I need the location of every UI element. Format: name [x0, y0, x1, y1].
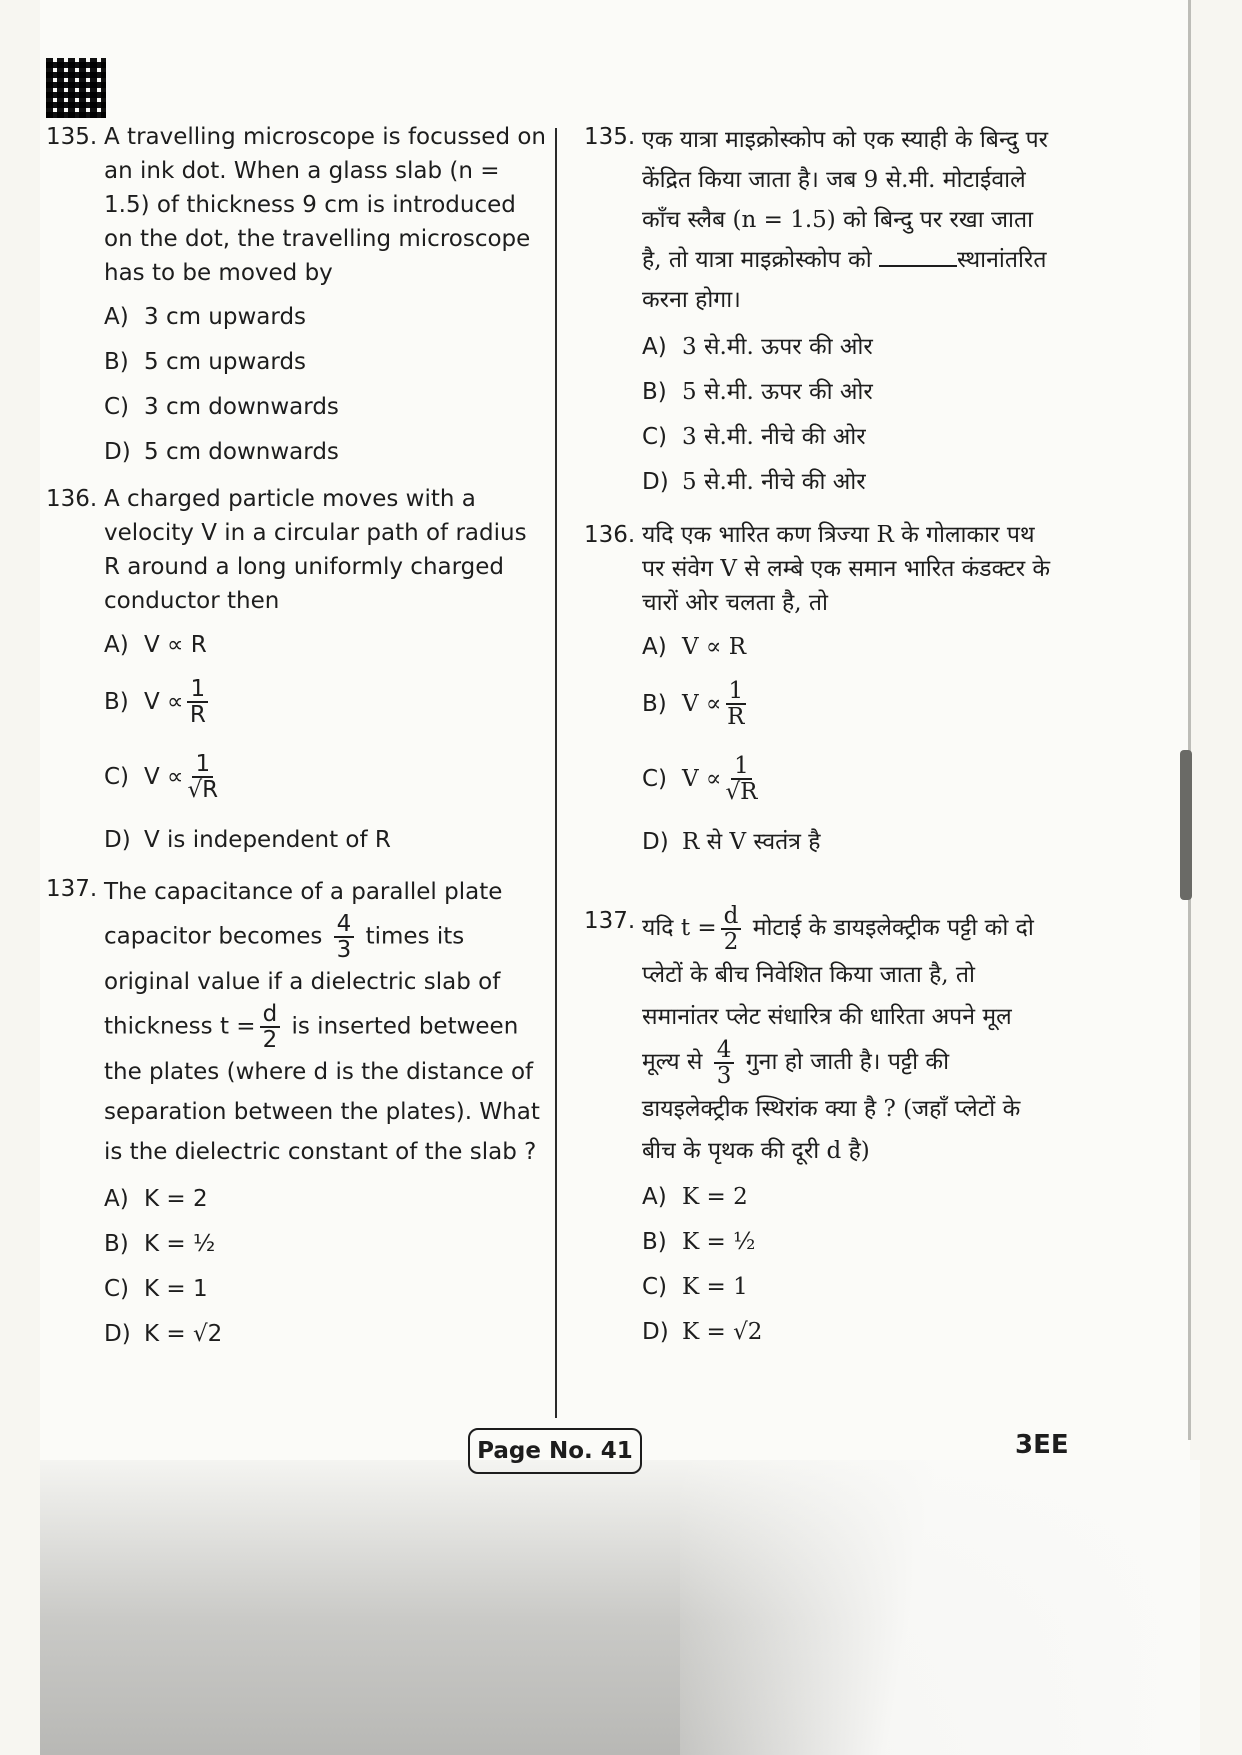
option-b: B) 5 cm upwards [104, 348, 307, 375]
option-c: C) 3 से.मी. नीचे की ओर [642, 423, 866, 450]
question-text: यदि एक भारित कण त्रिज्या R के गोलाकार पथ पर संवेग V से लम्बे एक समान भारित कंडक्टर के चारों ओर चलता है, तो [642, 522, 1051, 616]
option-a: A) 3 से.मी. ऊपर की ओर [642, 333, 873, 360]
option-d: D) V is independent of R [104, 826, 391, 853]
question-number: 135. [584, 124, 636, 150]
option-a: A) K = 2 [104, 1185, 208, 1212]
option-b: B) K = ½ [642, 1228, 756, 1255]
option-d: D) K = √2 [104, 1320, 223, 1347]
hindi-column [584, 120, 1054, 1354]
option-a: A) V ∝ R [642, 633, 747, 660]
qr-code-icon [46, 58, 106, 118]
option-d: D) 5 से.मी. नीचे की ओर [642, 468, 866, 495]
column-divider [555, 128, 557, 1418]
question-text: यदि t = $\frac{d}{2}$ मोटाई के डायइलेक्ट्रीक पट्टी को दो प्लेटों के बीच निवेशित किया जाता है, तो समानांतर प्लेट संधारित्र की धारिता अपने मूल मूल्य से $\frac{4}{3}$ गुना हो जाती है। पट्टी की डायइलेक्ट्रीक स्थिरांक क्या है ? (जहाँ प्लेटों के बीच के पृथक की दूरी d है) [642, 903, 1034, 1164]
option-c: C) V ∝ $\frac{1}{√R}$ [642, 753, 758, 805]
option-d: D) R से V स्वतंत्र है [642, 828, 821, 855]
question-137-hindi [584, 904, 1054, 1354]
question-number: 137. [46, 876, 98, 902]
question-number: 135. [46, 124, 98, 150]
question-number: 137. [584, 908, 636, 934]
question-number: 136. [584, 522, 636, 548]
page-edge [1188, 0, 1191, 1440]
question-text: The capacitance of a parallel plate capacitor becomes $\frac{4}{3}$ times its original value if a dielectric slab of thickness t = $\frac{d}{2}$ is inserted between the plates (where d is the distance of separation between the plates). What is the dielectric constant of the slab ? [104, 879, 540, 1165]
question-135 [46, 120, 546, 474]
english-column [46, 120, 546, 1356]
option-a: A) K = 2 [642, 1183, 748, 1210]
option-b: B) K = ½ [104, 1230, 216, 1257]
question-text: A charged particle moves with a velocity V in a circular path of radius R around a long uniformly charged conductor then [104, 486, 527, 614]
option-b: B) 5 से.मी. ऊपर की ओर [642, 378, 873, 405]
question-text: एक यात्रा माइक्रोस्कोप को एक स्याही के बिन्दु पर केंद्रित किया जाता है। जब 9 से.मी. मोटाईवाले काँच स्लैब (n = 1.5) को बिन्दु पर रखा जाता है, तो यात्रा माइक्रोस्कोप को स्थानांतरित करना होगा। [642, 127, 1049, 313]
question-137 [46, 872, 546, 1356]
scan-shadow [40, 1460, 1200, 1755]
option-c: C) K = 1 [642, 1273, 748, 1300]
page-number-box: Page No. 41 [468, 1428, 642, 1474]
question-136-hindi [584, 518, 1054, 864]
option-d: D) 5 cm downwards [104, 438, 339, 465]
option-d: D) K = √2 [642, 1318, 763, 1345]
option-c: C) 3 cm downwards [104, 393, 339, 420]
option-b: B) V ∝ $\frac{1}{R}$ [642, 678, 745, 730]
binder-clip [1180, 750, 1192, 900]
question-text: A travelling microscope is focussed on an ink dot. When a glass slab (n = 1.5) of thickness 9 cm is introduced on the dot, the travelling microscope has to be moved by [104, 124, 547, 286]
question-136 [46, 482, 546, 862]
question-135-hindi [584, 120, 1054, 504]
option-a: A) V ∝ R [104, 631, 207, 658]
option-c: C) K = 1 [104, 1275, 208, 1302]
option-b: B) V ∝ $\frac{1}{R}$ [104, 667, 546, 737]
option-a: A) 3 cm upwards [104, 303, 307, 330]
option-c: C) V ∝ $\frac{1}{√R}$ [104, 751, 219, 803]
paper-code: 3EE [1015, 1430, 1069, 1460]
question-number: 136. [46, 486, 98, 512]
